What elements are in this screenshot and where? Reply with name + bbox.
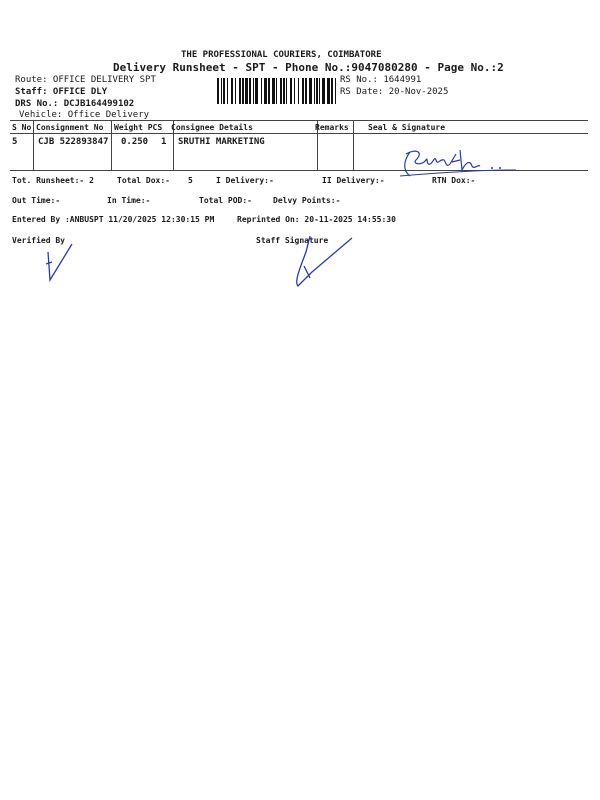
verified-by-label: Verified By <box>12 236 65 245</box>
total-dox-label: Total Dox:- <box>117 176 170 185</box>
vehicle-text: Vehicle: Office Delivery <box>19 110 150 120</box>
entered-by: Entered By :ANBUSPT 11/20/2025 12:30:15 PM <box>12 215 215 224</box>
row-sno: 5 <box>12 137 18 147</box>
row-pcs: 1 <box>161 137 167 147</box>
rs-number: RS No.: 1644991 <box>340 75 422 85</box>
ii-delivery: II Delivery:- <box>322 176 385 185</box>
table-col-divider <box>33 120 34 170</box>
total-pod: Total POD:- <box>199 196 252 205</box>
verifier-signature <box>40 240 80 285</box>
row-weight: 0.250 <box>121 137 149 147</box>
rs-date: RS Date: 20-Nov-2025 <box>340 87 449 97</box>
tot-runsheet: Tot. Runsheet:- 2 <box>12 176 94 185</box>
staff-text: Staff: OFFICE DLY <box>15 87 108 97</box>
delvy-points: Delvy Points:- <box>273 196 341 205</box>
col-header-consignee: Consignee Details <box>171 123 253 132</box>
total-dox-value: 5 <box>188 176 193 185</box>
col-header-seal: Seal & Signature <box>368 123 446 132</box>
table-top-border <box>10 120 588 121</box>
out-time: Out Time:- <box>12 196 61 205</box>
rtn-dox: RTN Dox:- <box>432 176 476 185</box>
company-title: THE PROFESSIONAL COURIERS, COIMBATORE <box>181 50 382 60</box>
table-header-border <box>10 133 588 134</box>
col-header-weight-pcs: Weight PCS <box>114 123 163 132</box>
table-col-divider <box>111 120 112 170</box>
staff-signature-label: Staff Signature <box>256 236 329 245</box>
drs-number: DRS No.: DCJB164499102 <box>15 99 135 109</box>
col-header-sno: S No <box>12 123 32 132</box>
reprinted-on: Reprinted On: 20-11-2025 14:55:30 <box>237 215 396 224</box>
barcode-image <box>217 78 336 104</box>
col-header-remarks: Remarks <box>315 123 349 132</box>
row-consignee: SRUTHI MARKETING <box>178 137 265 147</box>
route-text: Route: OFFICE DELIVERY SPT <box>15 75 156 85</box>
col-header-consignment: Consignment No <box>36 123 104 132</box>
i-delivery: I Delivery:- <box>216 176 274 185</box>
row-consignment-no: CJB 522893847 <box>38 137 109 147</box>
staff-signature <box>290 232 360 292</box>
table-col-divider <box>353 120 354 170</box>
runsheet-subtitle: Delivery Runsheet - SPT - Phone No.:9047080280 - Page No.:2 <box>113 61 504 74</box>
in-time: In Time:- <box>107 196 151 205</box>
